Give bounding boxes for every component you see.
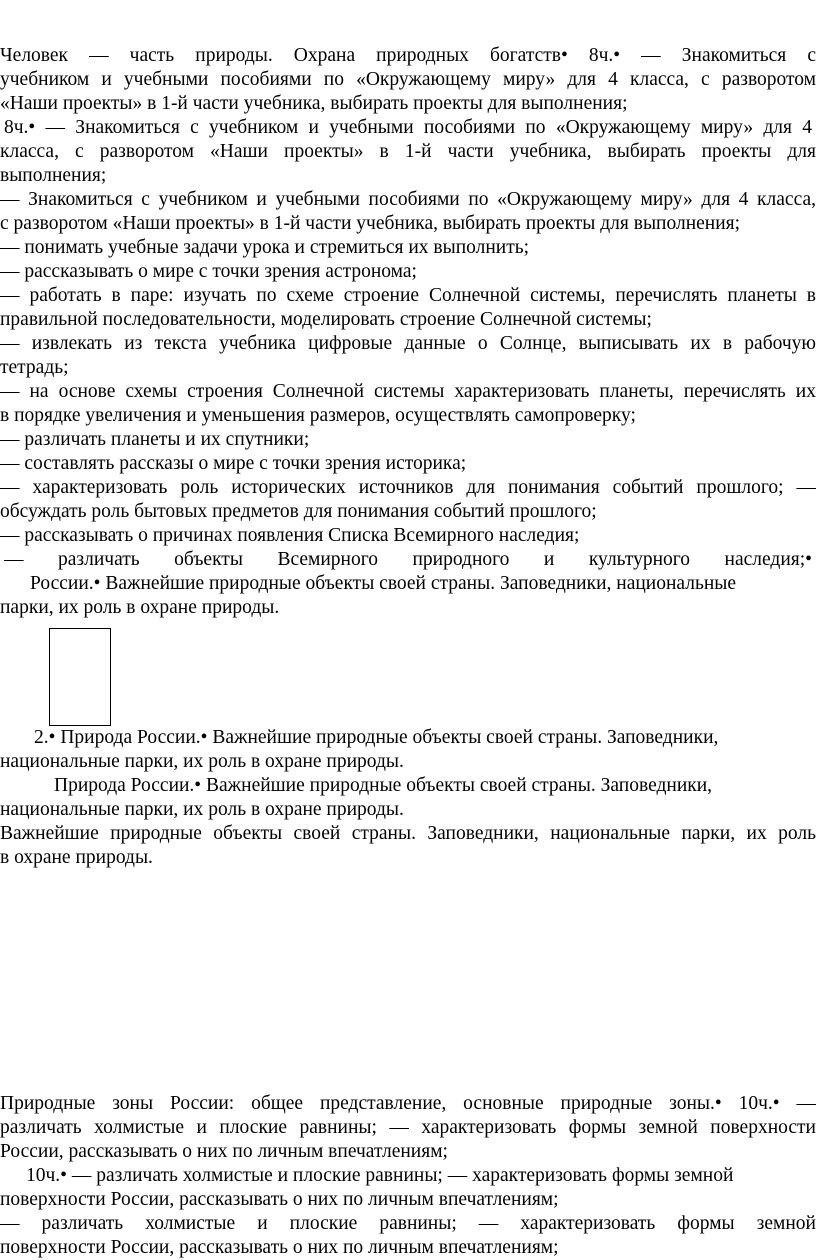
empty-frame: [49, 628, 111, 726]
text-line: поверхности России, рассказывать о них по личным впечатлениям;: [0, 1237, 559, 1258]
text-line: Природа России.• Важнейшие природные объекты своей страны. Заповедники,: [54, 775, 713, 796]
text-line: Природные зоны России: общее представление, основные природные зоны.• 10ч.• —: [0, 1093, 816, 1114]
text-line: — рассказывать о причинах появления Списка Всемирного наследия;: [0, 525, 580, 546]
text-line: в порядке увеличения и уменьшения размеров, осуществлять самопроверку;: [0, 405, 636, 426]
text-line: России, рассказывать о них по личным впечатлениям;: [0, 1141, 448, 1162]
text-line: национальные парки, их роль в охране природы.: [0, 799, 404, 820]
text-line: тетрадь;: [0, 357, 69, 378]
text-line: обсуждать роль бытовых предметов для понимания событий прошлого;: [0, 501, 597, 522]
text-line: Человек — часть природы. Охрана природных богатств• 8ч.• — Знакомиться с: [0, 45, 816, 66]
text-line: — различать холмистые и плоские равнины; — характеризовать формы земной: [0, 1213, 816, 1234]
text-line: — различать объекты Всемирного природного и культурного наследия;•: [4, 549, 812, 570]
text-line: — понимать учебные задачи урока и стремиться их выполнить;: [0, 237, 530, 258]
text-line: поверхности России, рассказывать о них по личным впечатлениям;: [0, 1189, 559, 1210]
text-line: парки, их роль в охране природы.: [0, 597, 280, 618]
text-line: — Знакомиться с учебником и учебными пособиями по «Окружающему миру» для 4 класса,: [0, 189, 816, 210]
text-line: — составлять рассказы о мире с точки зрения историка;: [0, 453, 467, 474]
text-line: — извлекать из текста учебника цифровые данные о Солнце, выписывать их в рабочую: [0, 333, 816, 354]
text-line: 10ч.• — различать холмистые и плоские равнины; — характеризовать формы земной: [26, 1165, 734, 1186]
text-line: класса, с разворотом «Наши проекты» в 1-й части учебника, выбирать проекты для: [0, 141, 816, 162]
text-line: 8ч.• — Знакомиться с учебником и учебными пособиями по «Окружающему миру» для 4: [4, 117, 812, 138]
text-line: «Наши проекты» в 1-й части учебника, выбирать проекты для выполнения;: [0, 93, 628, 114]
text-line: учебником и учебными пособиями по «Окружающему миру» для 4 класса, с разворотом: [0, 69, 816, 90]
text-line: в охране природы.: [0, 847, 153, 868]
text-line: России.• Важнейшие природные объекты своей страны. Заповедники, национальные: [30, 573, 737, 594]
text-line: 2.• Природа России.• Важнейшие природные объекты своей страны. Заповедники,: [34, 727, 719, 748]
text-line: правильной последовательности, моделировать строение Солнечной системы;: [0, 309, 652, 330]
text-line: с разворотом «Наши проекты» в 1-й части учебника, выбирать проекты для выполнения;: [0, 213, 741, 234]
text-line: — рассказывать о мире с точки зрения астронома;: [0, 261, 417, 282]
text-line: — работать в паре: изучать по схеме строение Солнечной системы, перечислять планеты в: [0, 285, 816, 306]
text-line: выполнения;: [0, 165, 107, 186]
text-line: — характеризовать роль исторических источников для понимания событий прошлого; —: [0, 477, 816, 498]
text-line: Важнейшие природные объекты своей страны. Заповедники, национальные парки, их роль: [0, 823, 816, 844]
text-line: — на основе схемы строения Солнечной системы характеризовать планеты, перечислять их: [0, 381, 816, 402]
text-line: — различать планеты и их спутники;: [0, 429, 310, 450]
text-line: национальные парки, их роль в охране природы.: [0, 751, 404, 772]
text-line: различать холмистые и плоские равнины; — характеризовать формы земной поверхности: [0, 1117, 816, 1138]
